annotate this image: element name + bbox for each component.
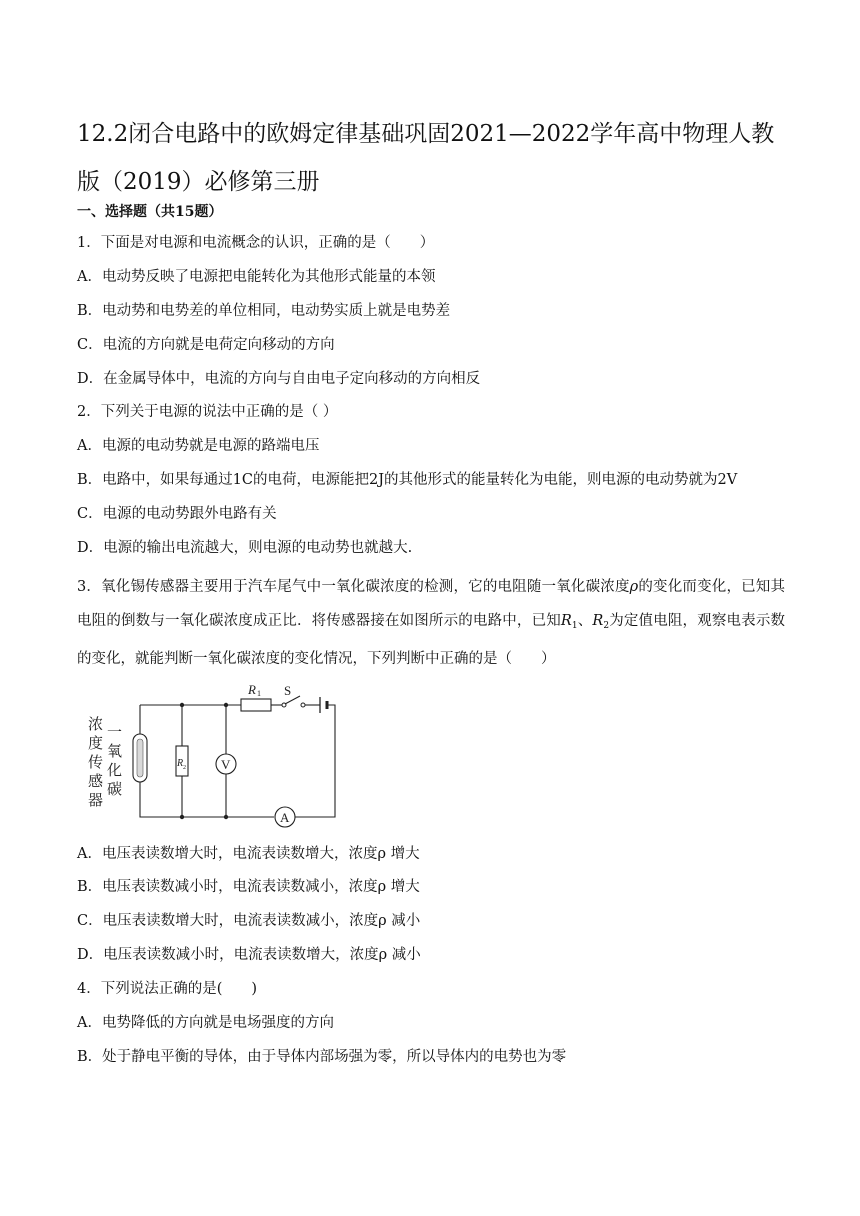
ammeter-label: A xyxy=(280,810,290,825)
junction-dot xyxy=(224,815,228,819)
q3-option-d: D．电压表读数减小时，电流表读数增大，浓度ρ 减小 xyxy=(77,947,421,963)
junction-dot xyxy=(180,815,184,819)
voltmeter-label: V xyxy=(221,757,231,772)
bottom-left-wire xyxy=(140,705,274,817)
q3-stem-part1: 3．氧化锡传感器主要用于汽车尾气中一氧化碳浓度的检测，它的电阻随一氧化碳浓度 xyxy=(77,579,630,595)
circuit-diagram xyxy=(84,682,344,832)
q3-option-a: A．电压表读数增大时，电流表读数增大，浓度ρ 增大 xyxy=(77,846,420,862)
r2-label-subscript: 2 xyxy=(183,765,186,771)
co-sensor-core xyxy=(137,739,143,777)
q1-stem: 1．下面是对电源和电流概念的认识，正确的是（ ） xyxy=(77,235,435,251)
document-title: 12.2闭合电路中的欧姆定律基础巩固2021—2022学年高中物理人教版（2019）必修第三册 xyxy=(77,121,775,195)
r1-label: R xyxy=(248,682,256,697)
co-label-char: 一 xyxy=(107,725,123,741)
q2-stem: 2．下列关于电源的说法中正确的是（ ） xyxy=(77,404,338,420)
q1-option-c: C．电流的方向就是电荷定向移动的方向 xyxy=(77,337,335,353)
section-heading: 一、选择题（共15题） xyxy=(77,204,223,220)
symbol-separator: 、 xyxy=(577,612,593,629)
q2-option-b: B．电路中，如果每通过1C的电荷，电源能把2J的其他形式的能量转化为电能，则电源的电动势就为2V xyxy=(77,472,738,488)
sensor-label-char: 度 xyxy=(88,736,104,752)
q4-option-a: A．电势降低的方向就是电场强度的方向 xyxy=(77,1015,334,1031)
r2-subscript: 2 xyxy=(603,620,610,631)
switch-contact xyxy=(301,703,305,707)
r1-symbol: R xyxy=(560,612,572,629)
q3-stem-part3: 为定值电阻，观察电表示数的变化，就能判断一氧化碳浓度的变化情况，下列判断中正确的是（ ） xyxy=(77,612,786,667)
r2-label: R xyxy=(177,758,184,769)
sensor-label-char: 器 xyxy=(88,793,104,809)
r1-subscript: 1 xyxy=(571,620,578,631)
q3-option-b: B．电压表读数减小时，电流表读数减小，浓度ρ 增大 xyxy=(77,879,420,895)
rho-symbol: ρ xyxy=(629,579,639,595)
q1-option-a: A．电动势反映了电源把电能转化为其他形式能量的本领 xyxy=(77,269,436,285)
switch-label: S xyxy=(284,683,292,698)
sensor-label-char: 传 xyxy=(88,755,104,771)
q2-option-d: D．电源的输出电流越大，则电源的电动势也就越大. xyxy=(77,540,413,556)
q2-option-c: C．电源的电动势跟外电路有关 xyxy=(77,506,277,522)
q1-option-d: D．在金属导体中，电流的方向与自由电子定向移动的方向相反 xyxy=(77,371,481,387)
co-label-char: 氧 xyxy=(107,744,123,760)
junction-dot xyxy=(180,703,184,707)
q3-stem xyxy=(77,571,785,677)
sensor-label-char: 感 xyxy=(88,774,104,790)
co-label-char: 碳 xyxy=(107,782,123,798)
sensor-label-char: 浓 xyxy=(88,717,104,733)
q3-stem-part2: 的变化而变化，已知其电阻的倒数与一氧化碳浓度成正比．将传感器接在如图所示的电路中，已知 xyxy=(77,579,785,629)
r1-resistor xyxy=(241,699,271,711)
co-label-char: 化 xyxy=(107,763,123,779)
q3-option-c: C．电压表读数增大时，电流表读数减小，浓度ρ 减小 xyxy=(77,913,421,929)
r2-symbol: R xyxy=(592,612,604,629)
q4-stem: 4．下列说法正确的是( ) xyxy=(77,981,258,997)
q2-option-a: A．电源的电动势就是电源的路端电压 xyxy=(77,438,320,454)
q4-option-b: B．处于静电平衡的导体，由于导体内部场强为零，所以导体内的电势也为零 xyxy=(77,1049,567,1065)
q1-option-b: B．电动势和电势差的单位相同，电动势实质上就是电势差 xyxy=(77,303,451,319)
junction-dot xyxy=(224,703,228,707)
right-wire xyxy=(295,705,335,817)
r1-label-subscript: 1 xyxy=(257,689,261,698)
